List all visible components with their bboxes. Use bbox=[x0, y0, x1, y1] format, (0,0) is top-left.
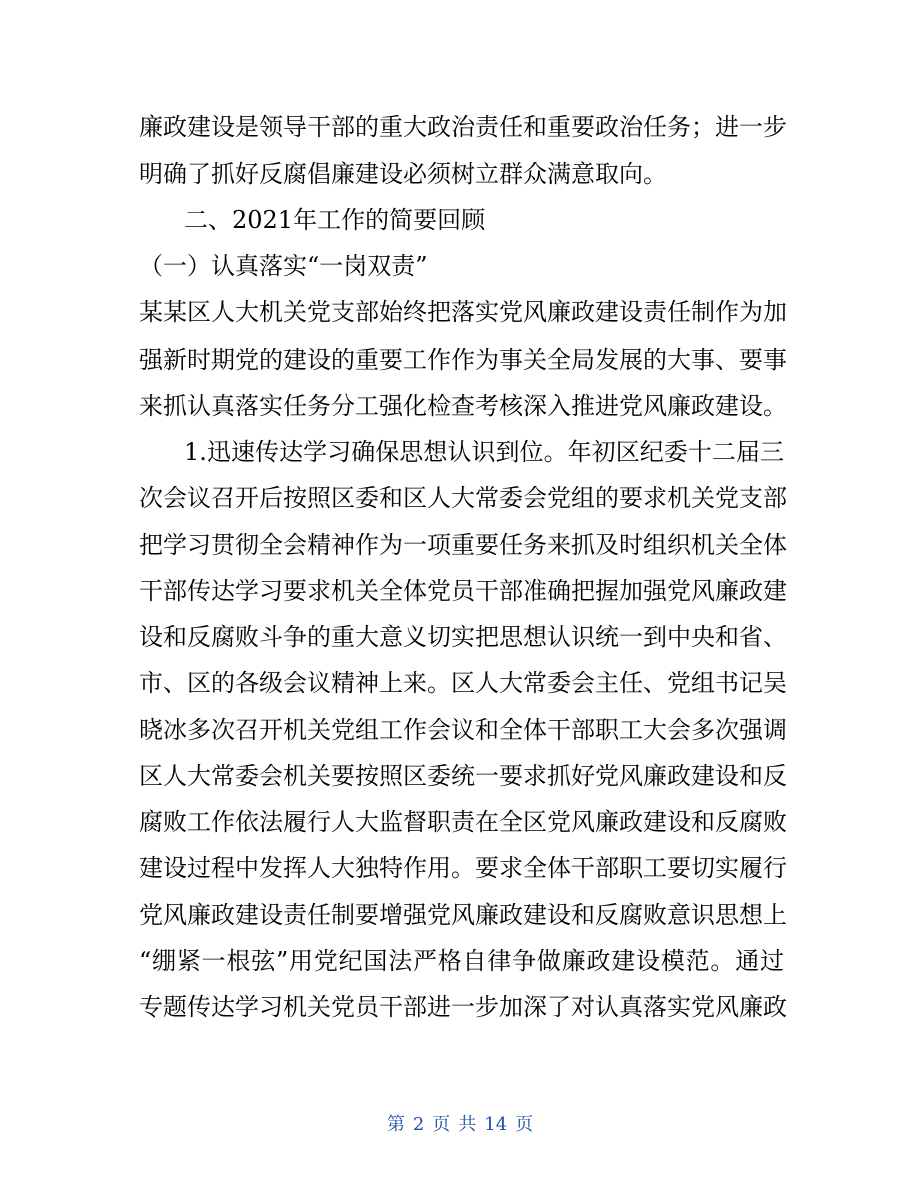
text-line: 廉政建设是领导干部的重大政治责任和重要政治任务；进一步 bbox=[139, 113, 787, 141]
text-line: 强新时期党的建设的重要工作作为事关全局发展的大事、要事 bbox=[139, 346, 787, 374]
subsection-heading: （一）认真落实“一岗双责” bbox=[139, 252, 428, 280]
text-line: 建设过程中发挥人大独特作用。要求全体干部职工要切实履行 bbox=[139, 854, 787, 882]
text-line: 次会议召开后按照区委和区人大常委会党组的要求机关党支部 bbox=[139, 484, 787, 512]
text-line: 设和反腐败斗争的重大意义切实把思想认识统一到中央和省、 bbox=[139, 623, 787, 651]
text-line: “绷紧一根弦”用党纪国法严格自律争做廉政建设模范。通过 bbox=[139, 947, 784, 975]
footer-page-word: 页 bbox=[432, 1114, 451, 1135]
total-pages-number: 14 bbox=[484, 1114, 508, 1135]
text-line: 区人大常委会机关要按照区委统一要求抓好党风廉政建设和反 bbox=[139, 762, 787, 790]
section-heading: 二、2021年工作的简要回顾 bbox=[184, 206, 486, 234]
paragraph-first-line: 1.迅速传达学习确保思想认识到位。年初区纪委十二届三 bbox=[184, 438, 784, 466]
text-line: 把学习贯彻全会精神作为一项重要任务来抓及时组织机关全体 bbox=[139, 531, 787, 559]
text-line: 腐败工作依法履行人大监督职责在全区党风廉政建设和反腐败 bbox=[139, 808, 787, 836]
text-line: 专题传达学习机关党员干部进一步加深了对认真落实党风廉政 bbox=[139, 993, 787, 1021]
text-line: 市、区的各级会议精神上来。区人大常委会主任、党组书记吴 bbox=[139, 669, 787, 697]
footer-prefix: 第 bbox=[386, 1114, 405, 1135]
text-line: 晓冰多次召开机关党组工作会议和全体干部职工大会多次强调 bbox=[139, 716, 787, 744]
page-footer bbox=[0, 1113, 920, 1137]
text-line: 干部传达学习要求机关全体党员干部准确把握加强党风廉政建 bbox=[139, 577, 787, 605]
text-line: 明确了抓好反腐倡廉建设必须树立群众满意取向。 bbox=[139, 160, 667, 188]
current-page-number: 2 bbox=[412, 1114, 425, 1135]
text-line: 来抓认真落实任务分工强化检查考核深入推进党风廉政建设。 bbox=[139, 392, 787, 420]
text-line: 某某区人大机关党支部始终把落实党风廉政建设责任制作为加 bbox=[139, 298, 787, 326]
footer-total-word: 共 bbox=[458, 1114, 477, 1135]
footer-suffix: 页 bbox=[515, 1114, 534, 1135]
text-line: 党风廉政建设责任制要增强党风廉政建设和反腐败意识思想上 bbox=[139, 901, 787, 929]
